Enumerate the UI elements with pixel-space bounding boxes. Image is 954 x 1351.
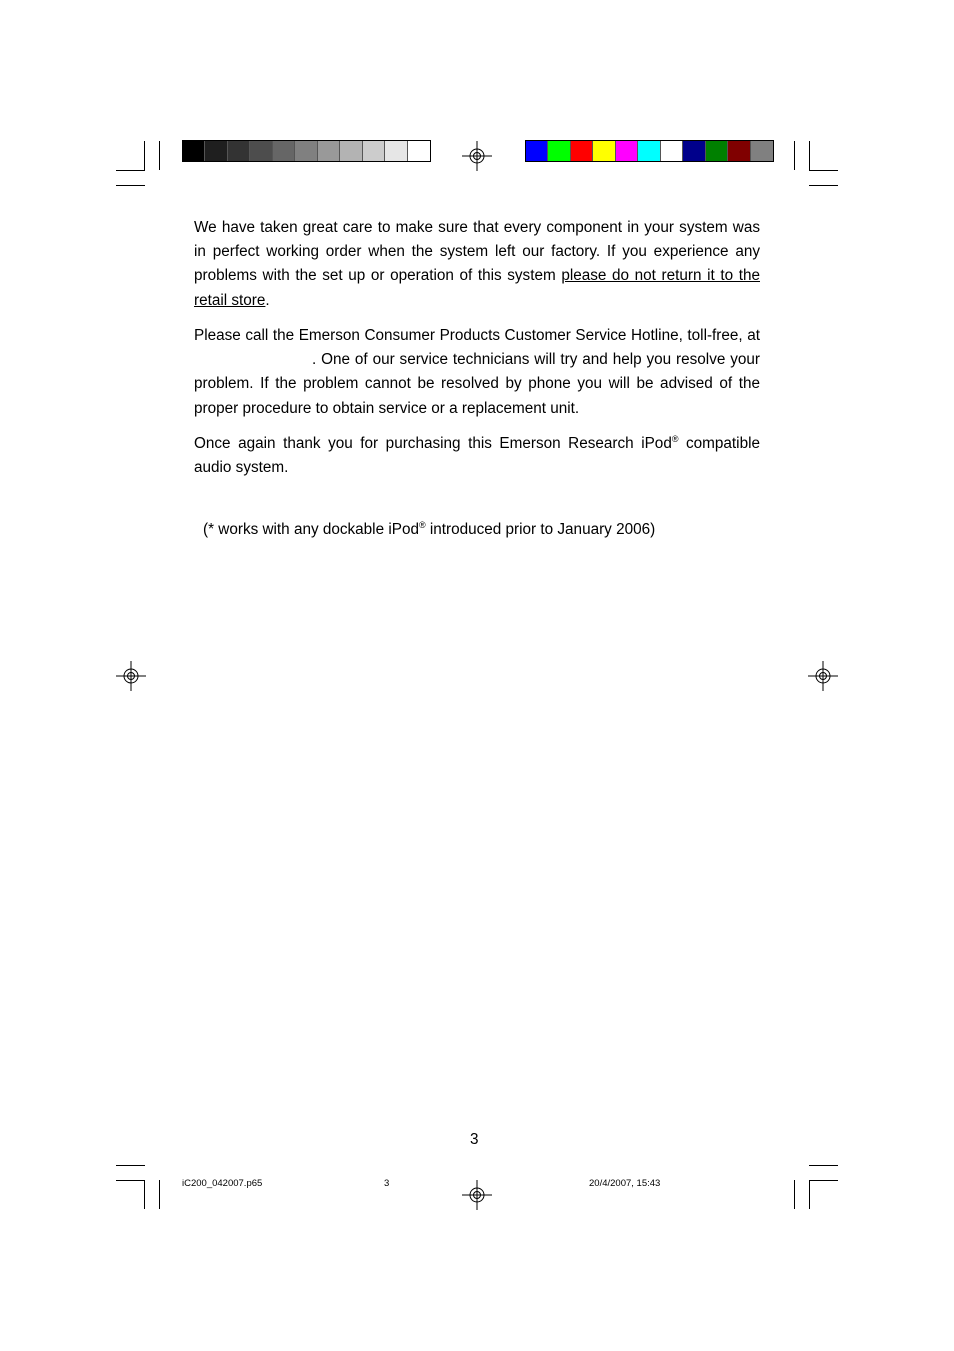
crop-mark-tl-v: [144, 141, 145, 170]
paragraph-care-end: .: [265, 291, 270, 309]
paragraph-hotline-text-2: . One of our service technicians will try and help you resolve your problem. If the problem cannot be resolved by phone you will be advised of the proper procedure to obtain service or a replacement unit.: [194, 351, 760, 417]
color-bar: [525, 140, 774, 162]
crop-mark-tr-v: [794, 141, 795, 170]
crop-mark-br-v2: [809, 1180, 810, 1209]
gray-swatch-11: [408, 141, 430, 161]
color-swatch-8: [683, 141, 705, 161]
color-swatch-1: [526, 141, 548, 161]
footer-datetime: 20/4/2007, 15:43: [589, 1178, 661, 1189]
footer-page: 3: [384, 1178, 390, 1189]
color-swatch-6: [638, 141, 660, 161]
page-number: 3: [470, 1131, 479, 1148]
registered-mark: ®: [671, 434, 679, 444]
crop-mark-tl-h2: [116, 185, 145, 186]
color-swatch-10: [728, 141, 750, 161]
color-swatch-3: [571, 141, 593, 161]
color-swatch-4: [593, 141, 615, 161]
registered-mark-note: ®: [418, 520, 426, 530]
gray-swatch-7: [318, 141, 340, 161]
gray-swatch-8: [340, 141, 362, 161]
do-not-return-notice: please do not return it to the retail store: [194, 267, 760, 309]
paragraph-care-text: We have taken great care to make sure that every component in your system was in perfect working order when the system left our factory. If you experience any problems with the set up or operation of this system: [194, 219, 760, 285]
crop-mark-br-h: [809, 1165, 838, 1166]
compatibility-note-text-2: introduced prior to January 2006): [425, 521, 656, 538]
registration-mark-left-icon: [116, 661, 146, 691]
paragraph-hotline: [194, 324, 760, 421]
crop-mark-bl-h: [116, 1165, 145, 1166]
paragraph-thanks: [194, 432, 760, 480]
gray-swatch-5: [273, 141, 295, 161]
gray-swatch-9: [363, 141, 385, 161]
color-swatch-9: [706, 141, 728, 161]
compatibility-note: [203, 518, 763, 542]
crop-mark-tl-h: [116, 170, 145, 171]
gray-swatch-1: [183, 141, 205, 161]
color-swatch-5: [616, 141, 638, 161]
crop-mark-tl-v2: [159, 141, 160, 170]
gray-swatch-6: [295, 141, 317, 161]
crop-mark-bl-v2: [159, 1180, 160, 1209]
color-swatch-2: [548, 141, 570, 161]
gray-swatch-4: [250, 141, 272, 161]
registration-mark-bottom-icon: [462, 1180, 492, 1210]
crop-mark-tr-h: [809, 170, 838, 171]
crop-mark-br-v: [794, 1180, 795, 1209]
color-swatch-11: [751, 141, 773, 161]
crop-mark-br-h2: [809, 1180, 838, 1181]
gray-swatch-2: [205, 141, 227, 161]
gray-swatch-10: [385, 141, 407, 161]
crop-mark-tr-h2: [809, 185, 838, 186]
paragraph-hotline-text: Please call the Emerson Consumer Products Customer Service Hotline, toll-free, at: [194, 327, 760, 344]
paragraph-thanks-text-2: compatible audio system.: [194, 435, 760, 477]
grayscale-bar: [182, 140, 431, 162]
registration-mark-top-icon: [462, 141, 492, 171]
footer-filename: iC200_042007.p65: [182, 1178, 263, 1189]
paragraph-thanks-text: Once again thank you for purchasing this Emerson Research iPod: [194, 435, 672, 452]
crop-mark-bl-h2: [116, 1180, 145, 1181]
crop-mark-bl-v: [144, 1180, 145, 1209]
crop-mark-tr-v2: [809, 141, 810, 170]
paragraph-care: [194, 216, 760, 313]
color-swatch-7: [661, 141, 683, 161]
compatibility-note-text: (* works with any dockable iPod: [203, 521, 419, 538]
gray-swatch-3: [228, 141, 250, 161]
registration-mark-right-icon: [808, 661, 838, 691]
